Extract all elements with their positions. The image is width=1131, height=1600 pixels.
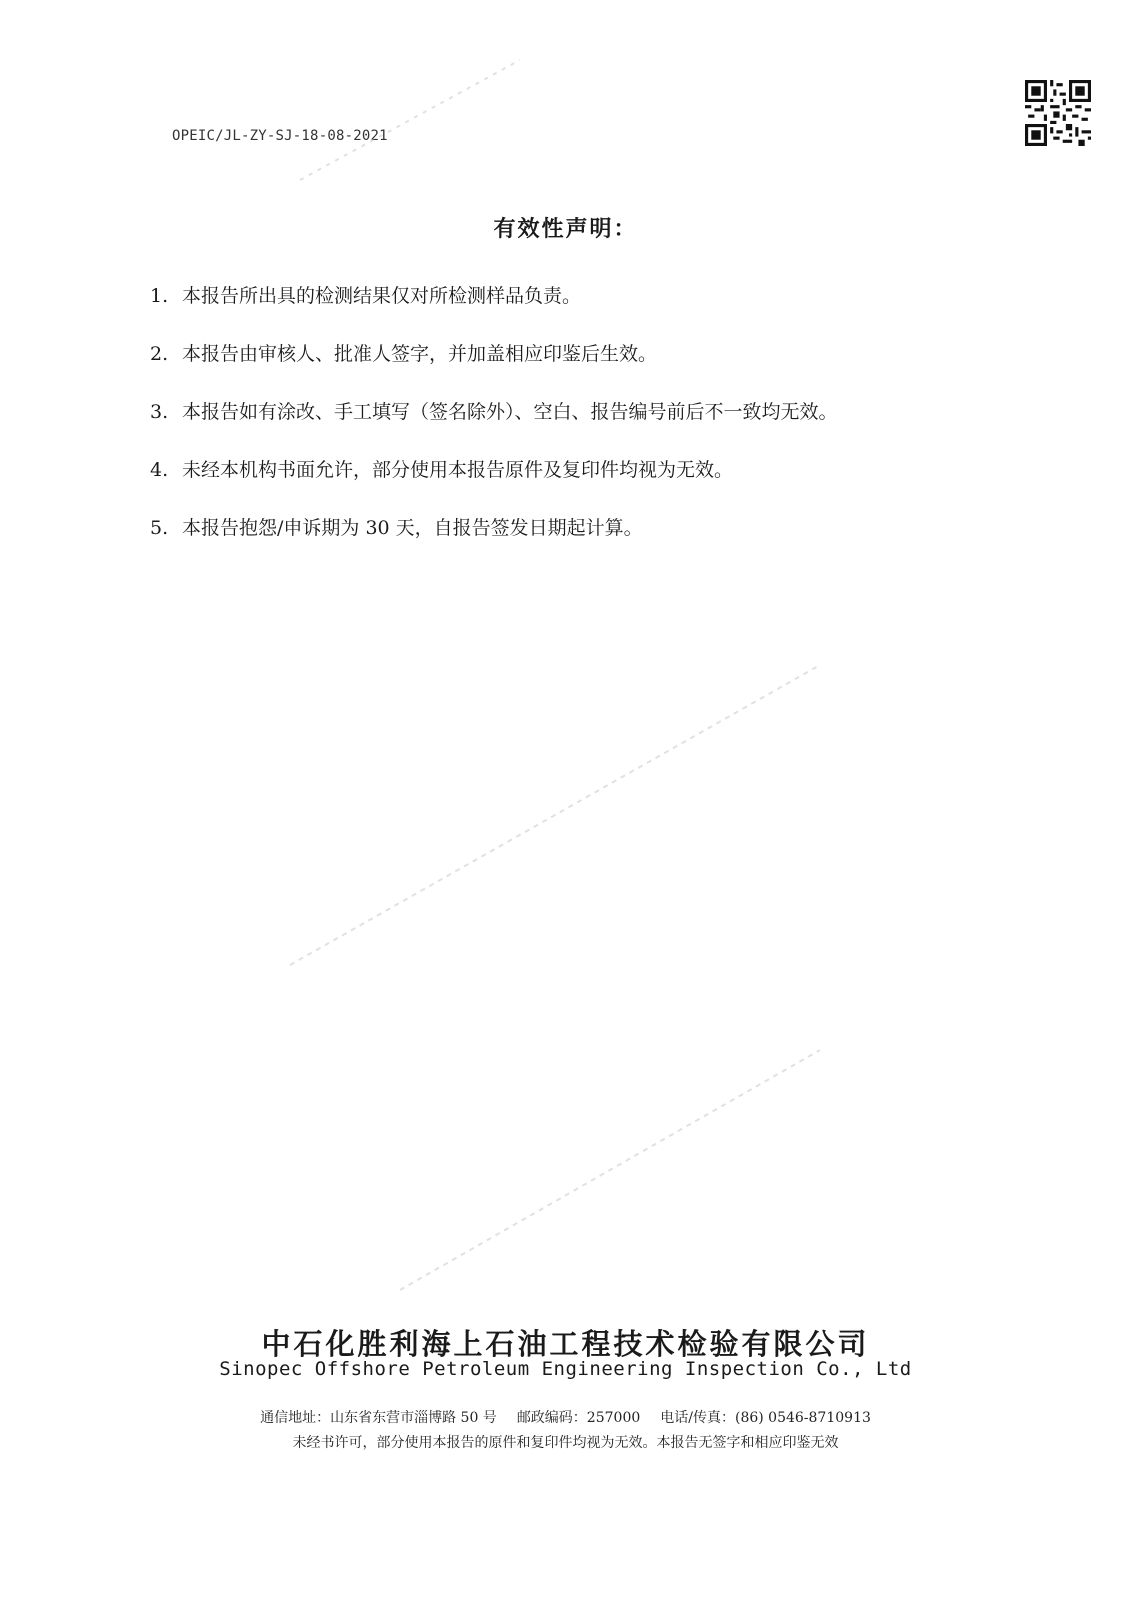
phone-text: 电话/传真：(86) 0546-8710913: [660, 1410, 871, 1426]
statement-number: 2.: [150, 343, 169, 365]
document-code: OPEIC/JL-ZY-SJ-18-08-2021: [172, 128, 388, 144]
statement-text: 本报告所出具的检测结果仅对所检测样品负责。: [182, 285, 582, 307]
statement-number: 4.: [150, 459, 169, 481]
statement-text: 本报告由审核人、批准人签字，并加盖相应印鉴后生效。: [182, 343, 658, 365]
postcode-text: 邮政编码：257000: [516, 1410, 641, 1426]
statement-number: 3.: [150, 401, 169, 423]
statement-number: 5.: [150, 517, 169, 539]
company-name-cn: 中石化胜利海上石油工程技术检验有限公司: [261, 1327, 870, 1361]
usage-notice: 未经书许可，部分使用本报告的原件和复印件均视为无效。本报告无签字和相应印鉴无效: [292, 1435, 839, 1451]
company-name-en: Sinopec Offshore Petroleum Engineering Inspection Co., Ltd: [219, 1358, 912, 1380]
validity-statement-heading: 有效性声明：: [493, 216, 638, 242]
statement-number: 1.: [150, 285, 169, 307]
contact-line: [0, 1407, 1131, 1427]
statement-text: 本报告如有涂改、手工填写（签名除外）、空白、报告编号前后不一致均无效。: [182, 401, 838, 423]
address-text: 通信地址：山东省东营市淄博路 50 号: [260, 1410, 497, 1426]
statement-text: 未经本机构书面允许，部分使用本报告原件及复印件均视为无效。: [182, 459, 734, 481]
statement-text: 本报告抱怨/申诉期为 30 天，自报告签发日期起计算。: [182, 517, 643, 539]
